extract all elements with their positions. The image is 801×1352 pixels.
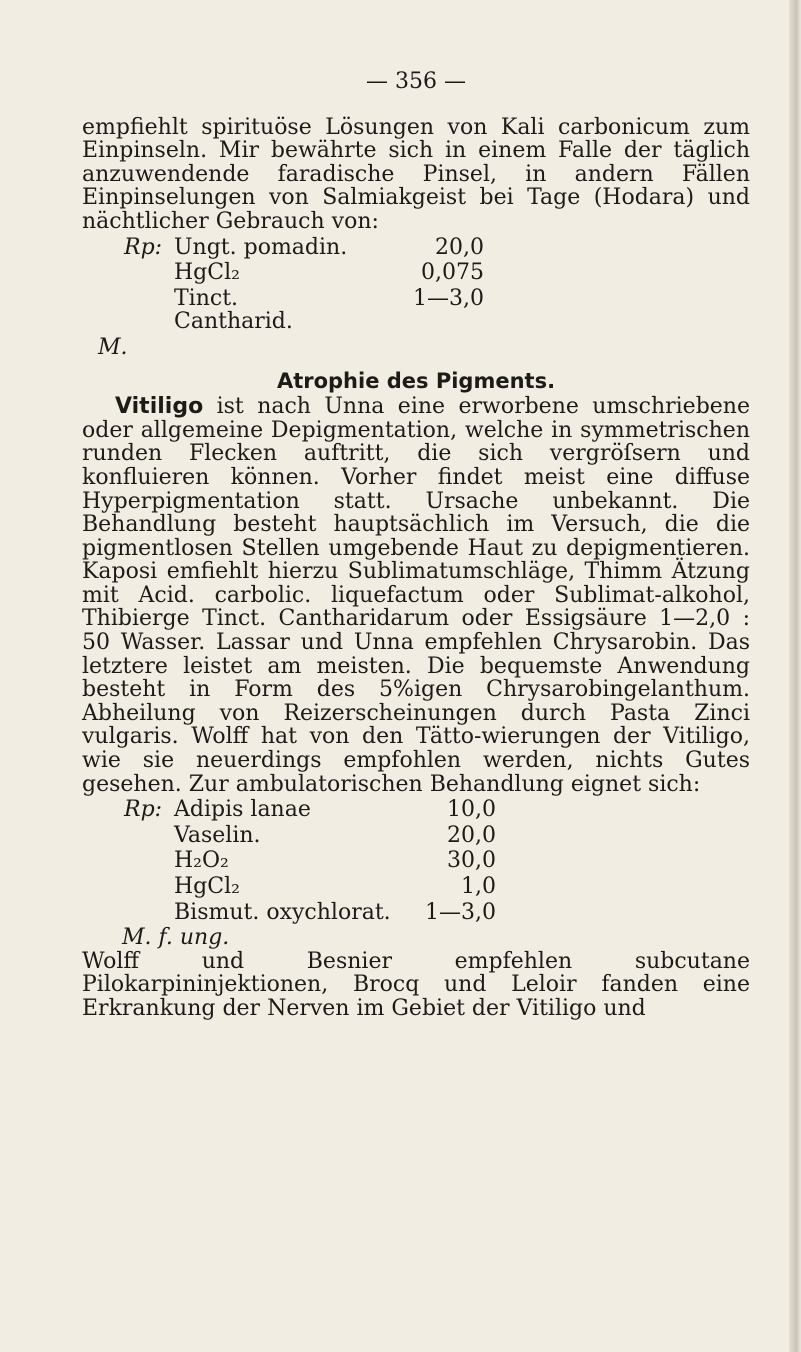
rx1-prefix: Rp: bbox=[124, 234, 163, 260]
rx2-item-value: 20,0 bbox=[447, 822, 496, 848]
rx1-item-name: Tinct. Cantharid. bbox=[174, 285, 293, 335]
rx2-item-name: HgCl₂ bbox=[174, 874, 240, 899]
rx2-prefix: Rp: bbox=[124, 797, 163, 823]
rx2-item-name: H₂O₂ bbox=[174, 848, 229, 874]
book-page bbox=[82, 70, 750, 1021]
rx1-item-value: 1—3,0 bbox=[413, 285, 484, 311]
prescription-2 bbox=[122, 796, 498, 926]
rx1-item-name: Ungt. pomadin. bbox=[174, 234, 348, 260]
rx2-item-name: Adipis lanae bbox=[174, 797, 311, 823]
rx1-item-value: 20,0 bbox=[435, 234, 484, 260]
paragraph-vitiligo bbox=[82, 395, 750, 796]
rx2-item-value: 10,0 bbox=[447, 797, 496, 823]
term-vitiligo: Vitiligo bbox=[115, 394, 204, 420]
rx1-item-value: 0,075 bbox=[421, 260, 484, 286]
rx2-item-value: 1,0 bbox=[461, 874, 496, 899]
rx2-suffix: M. f. ung. bbox=[122, 925, 230, 951]
rx2-item-name: Bismut. oxychlorat. bbox=[174, 899, 391, 925]
paragraph-closing: Wolff und Besnier empfehlen subcutane Pilokarpininjektionen, Brocq und Leloir fanden eine Erkrankung der Nerven im Gebiet der Vitiligo und bbox=[82, 948, 750, 1021]
page-number: — 356 — bbox=[366, 69, 466, 94]
prescription-1 bbox=[122, 234, 486, 336]
section-heading: Atrophie des Pigments. bbox=[276, 368, 556, 393]
rx2-item-name: Vaselin. bbox=[174, 822, 261, 848]
paragraph-intro: empfiehlt spirituöse Lösungen von Kali carbonicum zum Einpinseln. Mir bewährte sich in einem Falle der täglich anzuwendende faradische Pinsel, in andern Fällen Einpinselungen von Salmiakgeist bei Tage (Hodara) und nächtlicher Gebrauch von: bbox=[82, 114, 750, 234]
rx1-item-name: HgCl₂ bbox=[174, 260, 240, 286]
page-edge bbox=[789, 0, 801, 1352]
rx2-item-value: 30,0 bbox=[447, 848, 496, 874]
rx2-item-value: 1—3,0 bbox=[425, 899, 496, 925]
paragraph-vitiligo-text: ist nach Unna eine erworbene umschriebene oder allgemeine Depigmentation, welche in symmetrischen runden Flecken auftritt, die sich vergröſsern und konfluieren können. Vorher findet meist eine diffuse Hyperpigmentation statt. Ursache unbekannt. Die Behandlung besteht hauptsächlich im Versuch, die die pigmentlosen Stellen umgebende Haut zu depigmentieren. Kaposi emfiehlt hierzu Sublimatumschläge, Thimm Ätzung mit Acid. carbolic. liquefactum oder Sublimat-alkohol, Thibierge Tinct. Cantharidarum oder Essigsäure 1—2,0 : 50 Wasser. Lassar und Unna empfehlen Chrysarobin. Das letztere leistet am meisten. Die bequemste Anwendung besteht in Form des 5%igen Chrysarobingelanthum. Abheilung von Reizerscheinungen durch Pasta Zinci vulgaris. Wolff hat von den Tätto-wierungen der Vitiligo, wie sie neuerdings empfohlen werden, nichts Gutes gesehen. Zur ambulatorischen Behandlung eignet sich: bbox=[82, 394, 750, 797]
rx1-suffix: M. bbox=[98, 334, 128, 360]
